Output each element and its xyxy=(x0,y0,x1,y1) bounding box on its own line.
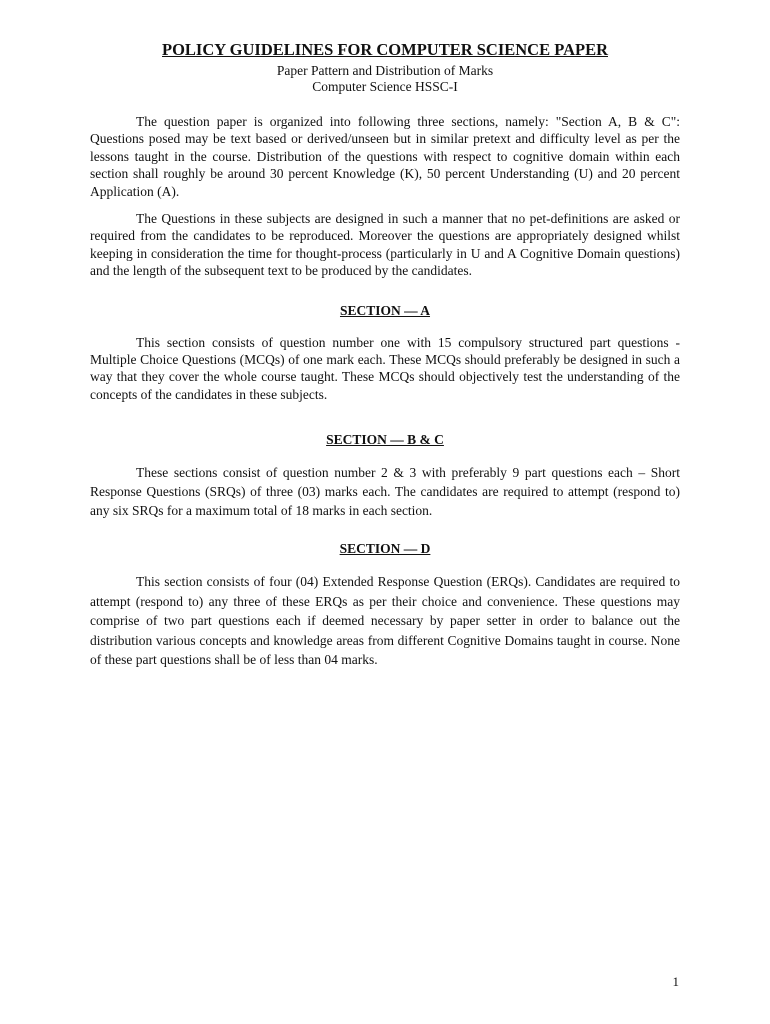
intro-paragraph: The question paper is organized into following three sections, namely: "Section A, B & C": Questions posed may be text based or derived/unseen but in similar pretext and difficulty level as per the lessons taught in the course. Distribution of the questions with respect to cognitive domain within each section shall roughly be around 30 percent Knowledge (K), 50 percent Understanding (U) and 20 percent Application (A). xyxy=(90,114,680,199)
document-page xyxy=(90,40,680,670)
document-subtitle: Paper Pattern and Distribution of Marks xyxy=(276,63,494,78)
document-course: Computer Science HSSC-I xyxy=(312,79,458,94)
section-a-text: This section consists of question number one with 15 compulsory structured part questions - Multiple Choice Questions (MCQs) of one mark each. These MCQs should preferably be designed in such a way that they cover the whole course taught. These MCQs should objectively test the understanding of the concepts of the candidates in these subjects. xyxy=(90,334,680,402)
section-d-text: This section consists of four (04) Extended Response Question (ERQs). Candidates are required to attempt (respond to) any three of these ERQs as per their choice and convenience. These questions may comprise of two part questions each if deemed necessary by paper setter in order to balance out the distribution various concepts and knowledge areas from different Cognitive Domains taught in course. None of these part questions shall be of less than 04 marks. xyxy=(90,574,680,668)
page-number: 1 xyxy=(672,974,679,989)
section-bc-text: These sections consist of question number 2 & 3 with preferably 9 part questions each – Short Response Questions (SRQs) of three (03) marks each. The candidates are required to attempt (respond to) any six SRQs for a maximum total of 18 marks in each section. xyxy=(90,465,680,519)
section-bc-heading: SECTION — B & C xyxy=(326,432,444,448)
section-d-heading: SECTION — D xyxy=(339,541,431,557)
intro-paragraph-2: The Questions in these subjects are designed in such a manner that no pet-definitions are asked or required from the candidates to be reproduced. Moreover the questions are appropriately designed whilst keeping in consideration the time for thought-process (particularly in U and A Cognitive Domain questions) and the length of the subsequent text to be produced by the candidates. xyxy=(90,211,680,279)
document-title: POLICY GUIDELINES FOR COMPUTER SCIENCE PAPER xyxy=(162,40,608,59)
section-a-heading: SECTION — A xyxy=(339,302,431,318)
